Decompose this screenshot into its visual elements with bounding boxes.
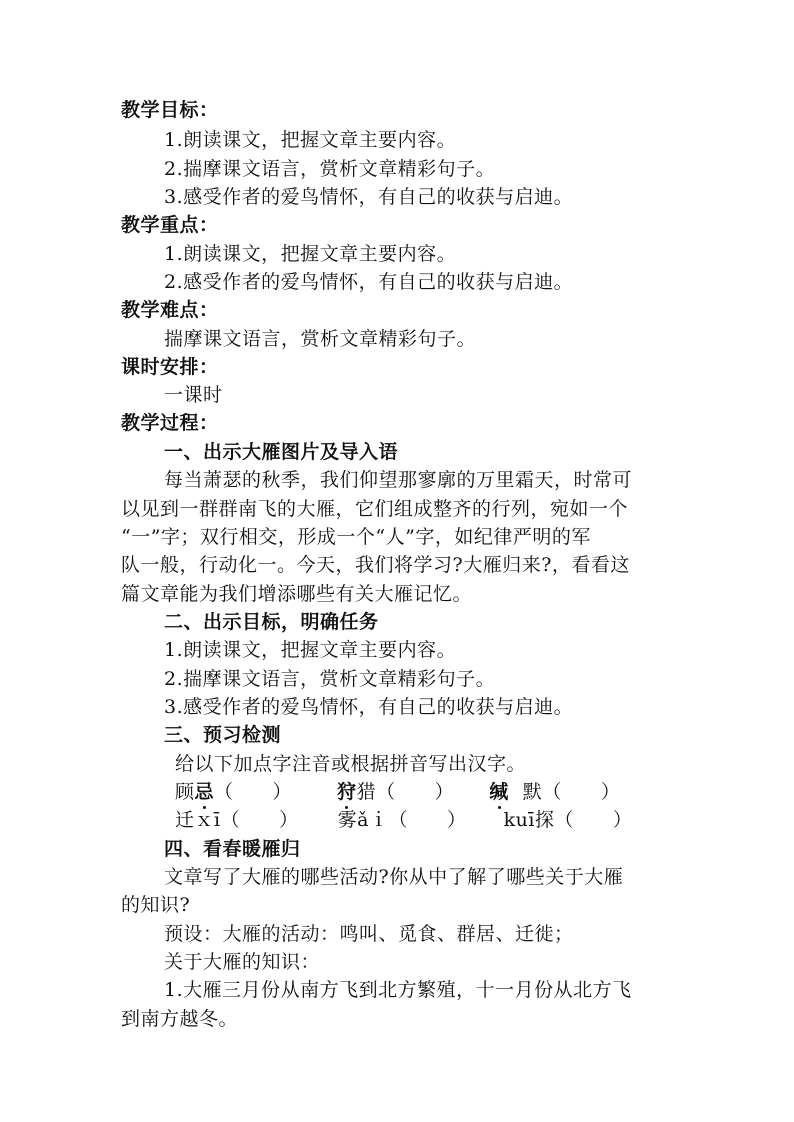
preview-item-1: 顾忌（ ） [175,781,293,803]
section1-paragraph-line: 篇文章能为我们增添哪些有关大雁记忆。 [121,583,473,605]
section4-question-line: 的知识? [121,894,191,916]
section4-question-line: 文章写了大雁的哪些活动?你从中了解了哪些关于大雁 [164,866,624,888]
section4-knowledge-heading: 关于大雁的知识： [164,951,321,973]
preview-item-3: 缄 默（ ） [489,781,621,803]
section2-item: 3.感受作者的爱鸟情怀，有自己的收获与启迪。 [164,696,574,718]
section1-paragraph-line: 以见到一群群南飞的大雁，它们组成整齐的行列，宛如一个 [121,498,629,520]
section1-paragraph-line: 每当萧瑟的秋季，我们仰望那寥廓的万里霜天，时常可 [164,469,633,491]
key-point-item: 2.感受作者的爱鸟情怀，有自己的收获与启迪。 [164,271,574,293]
objectives-heading: 教学目标： [121,99,219,121]
key-point-item: 1.朗读课文，把握文章主要内容。 [164,243,457,265]
section2-item: 2.揣摩课文语言，赏析文章精彩句子。 [164,668,496,690]
objective-item: 1.朗读课文，把握文章主要内容。 [164,129,457,151]
preview-row-2 [175,807,632,833]
preview-item-2: 狩猎（ ） [337,781,455,803]
section4-knowledge-line: 1.大雁三月份从南方飞到北方繁殖，十一月份从北方飞 [164,979,632,1001]
objective-item: 2.揣摩课文语言，赏析文章精彩句子。 [164,158,496,180]
section3-instruction: 给以下加点字注音或根据拼音写出汉字。 [175,753,527,775]
section4-knowledge-line: 到南方越冬。 [121,1008,239,1030]
difficulty-text: 揣摩课文语言，赏析文章精彩句子。 [164,328,477,350]
section3-title: 三、预习检测 [164,724,282,746]
key-points-heading: 教学重点： [121,214,219,236]
preview-item-6: kuī探（ ） [503,809,633,831]
section4-preset: 预设：大雁的活动：鸣叫、觅食、群居、迁徙； [164,923,574,945]
process-heading: 教学过程： [121,412,219,434]
section1-paragraph-line: 队一般，行动化一。今天，我们将学习?大雁归来?，看看这 [121,554,630,576]
schedule-text: 一课时 [164,384,223,406]
difficulty-heading: 教学难点： [121,299,219,321]
preview-item-4: 迁ｘī（ ） [175,809,299,831]
section4-title: 四、看春暖雁归 [164,838,301,860]
section2-title: 二、出示目标，明确任务 [164,611,379,633]
section1-title: 一、出示大雁图片及导入语 [164,441,399,463]
section2-item: 1.朗读课文，把握文章主要内容。 [164,639,457,661]
section1-paragraph-line: “一”字；双行相交，形成一个“人”字，如纪律严明的军 [121,526,591,548]
preview-item-5: 雾ǎｉ（ ） [337,809,467,831]
schedule-heading: 课时安排： [121,356,219,378]
objective-item: 3.感受作者的爱鸟情怀，有自己的收获与启迪。 [164,186,574,208]
preview-row-1 [175,779,620,805]
